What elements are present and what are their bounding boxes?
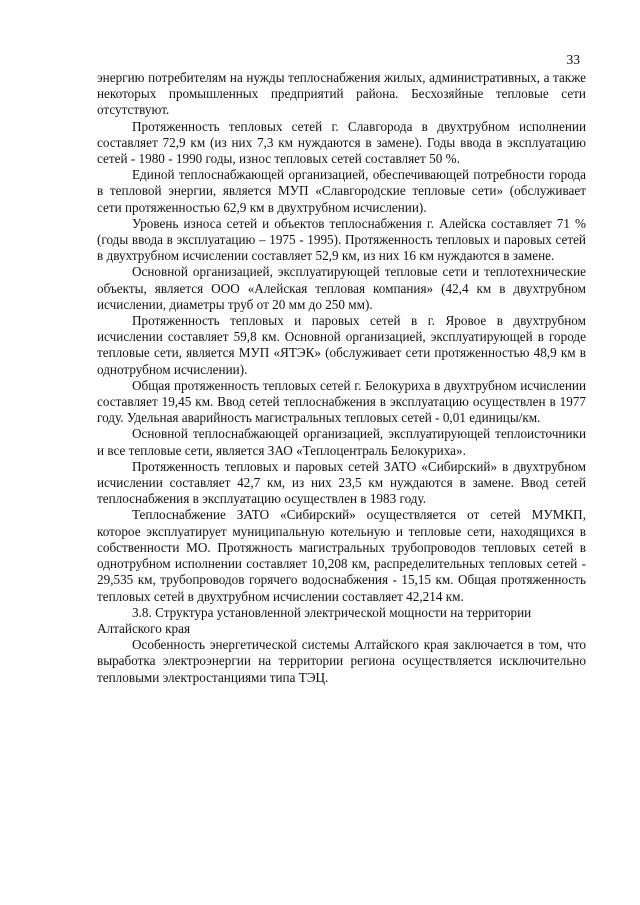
page-number: 33 [566,52,580,67]
paragraph-sibirsky-supply: Теплоснабжение ЗАТО «Сибирский» осуществляется от сетей МУМКП, которое эксплуатирует муниципальную котельную и тепловые сети, находящихся в собственности МО. Протяжность магистральных трубопроводов тепловых сетей в однотрубном исполнении составляет 10,208 км, распределительных тепловых сетей - 29,535 км, трубопроводов горячего водоснабжения - 15,15 км. Общая протяженность тепловых сетей в двухтрубном исчислении составляет 42,214 км. [97,507,586,604]
paragraph-sibirsky-networks: Протяженность тепловых и паровых сетей ЗАТО «Сибирский» в двухтрубном исчислении составляет 42,7 км, из них 23,5 км нуждаются в замене. Ввод сетей теплоснабжения в эксплуатацию осуществлен в 1983 году. [97,458,586,507]
paragraph-aleysk-networks: Уровень износа сетей и объектов теплоснабжения г. Алейска составляет 71 % (годы ввода в эксплуатацию – 1975 - 1995). Протяженность тепловых и паровых сетей в двухтрубном исчислении составляет 52,9 км, из них 16 км нуждаются в замене. [97,215,586,264]
paragraph-belokurikha-networks: Общая протяженность тепловых сетей г. Белокуриха в двухтрубном исчислении составляет 19,45 км. Ввод сетей теплоснабжения в эксплуатацию осуществлен в 1977 году. Удельная аварийность магистральных тепловых сетей - 0,01 единицы/км. [97,377,586,426]
paragraph-energy-system: Особенность энергетической системы Алтайского края заключается в том, что выработка электроэнергии на территории региона осуществляется исключительно тепловыми электростанциями типа ТЭЦ. [97,637,586,685]
section-heading-3-8: 3.8. Структура установленной электрической мощности на территории Алтайского края [97,604,532,636]
paragraph-continuation: энергию потребителям на нужды теплоснабжения жилых, административных, а также некоторых промышленных предприятий района. Бесхозяйные тепловые сети отсутствуют. [97,70,586,118]
paragraph-yarovoe-networks: Протяженность тепловых и паровых сетей в г. Яровое в двухтрубном исчислении составляет 59,8 км. Основной организацией, эксплуатирующей в городе тепловые сети, является МУП «ЯТЭК» (обслуживает сети протяженностью 48,9 км в однотрубном исчислении). [97,313,586,377]
document-body [97,70,586,686]
paragraph-aleysk-organization: Основной организацией, эксплуатирующей тепловые сети и теплотехнические объекты, является ООО «Алейская тепловая компания» (42,4 км в двухтрубном исчислении, диаметры труб от 20 мм до 250 мм). [97,264,586,312]
paragraph-belokurikha-organization: Основной теплоснабжающей организацией, эксплуатирующей теплоисточники и все тепловые сети, является ЗАО «Теплоцентраль Белокуриха». [97,426,586,458]
paragraph-slavgorod-organization: Единой теплоснабжающей организацией, обеспечивающей потребности города в тепловой энергии, является МУП «Славгородские тепловые сети» (обслуживает сети протяженностью 62,9 км в двухтрубном исчислении). [97,167,586,215]
paragraph-slavgorod-networks: Протяженность тепловых сетей г. Славгорода в двухтрубном исполнении составляет 72,9 км (из них 7,3 км нуждаются в замене). Годы ввода в эксплуатацию сетей - 1980 - 1990 годы, износ тепловых сетей составляет 50 %. [97,118,586,167]
